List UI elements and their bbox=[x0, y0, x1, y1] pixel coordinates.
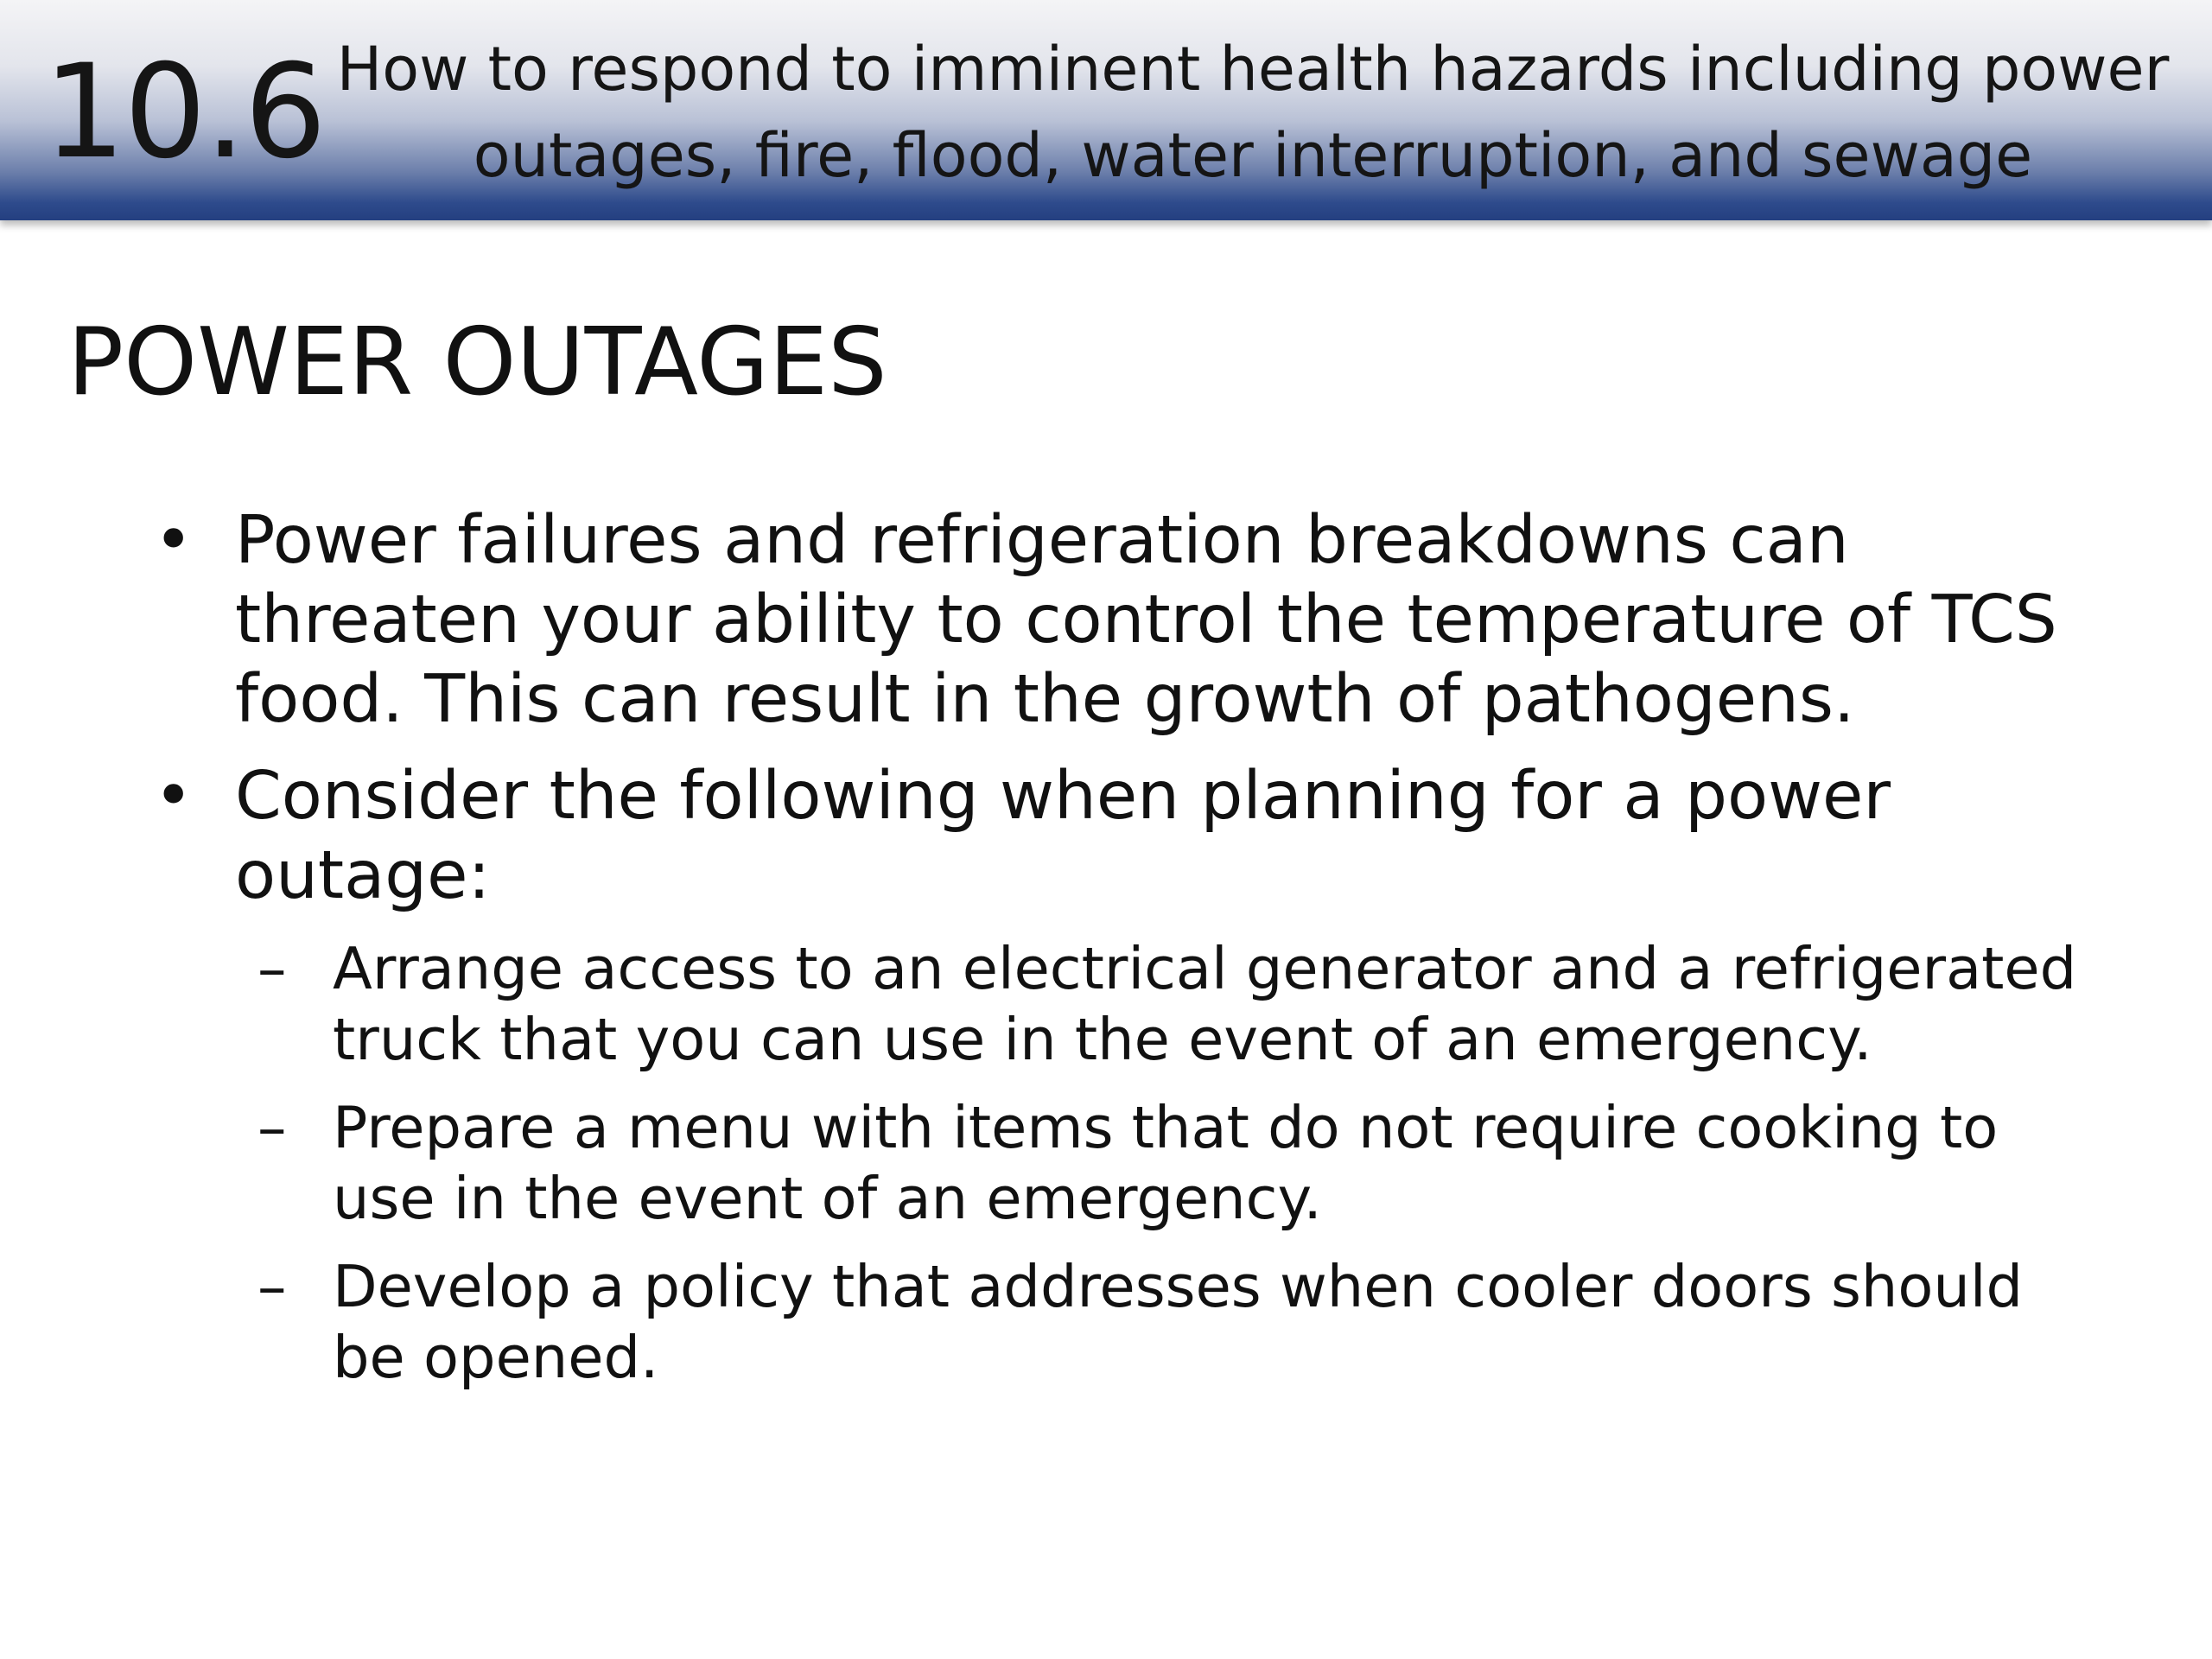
sub-bullet-marker: – bbox=[257, 1094, 287, 1161]
bullet-text: Power failures and refrigeration breakdowns can threaten your ability to control the temperature of TCS food. This can result in the growth of pathogens. bbox=[235, 502, 2057, 738]
sub-bullet-text: Develop a policy that addresses when cooler doors should be opened. bbox=[333, 1253, 2023, 1391]
bullet-item bbox=[147, 757, 2100, 916]
sub-bullet-text: Prepare a menu with items that do not require cooking to use in the event of an emergency. bbox=[333, 1094, 1999, 1232]
header-title: How to respond to imminent health hazards including power outages, fire, flood, water interruption, and sewage bbox=[336, 34, 2170, 191]
slide-header-bar bbox=[0, 0, 2212, 220]
sub-bullet-item bbox=[147, 1092, 2100, 1234]
sub-bullet-item bbox=[147, 933, 2100, 1075]
bullet-item bbox=[147, 501, 2100, 740]
bullet-marker: • bbox=[154, 758, 194, 835]
section-number: 10.6 bbox=[43, 37, 325, 188]
sub-bullet-text: Arrange access to an electrical generator and a refrigerated truck that you can use in the event of an emergency. bbox=[333, 935, 2077, 1073]
bullet-text: Consider the following when planning for a power outage: bbox=[235, 758, 1891, 914]
sub-bullet-marker: – bbox=[257, 1253, 287, 1320]
bullet-list bbox=[147, 501, 2100, 1410]
bullet-marker: • bbox=[154, 502, 194, 579]
slide-heading: POWER OUTAGES bbox=[67, 308, 887, 416]
sub-bullet-item bbox=[147, 1251, 2100, 1393]
sub-bullet-marker: – bbox=[257, 935, 287, 1002]
